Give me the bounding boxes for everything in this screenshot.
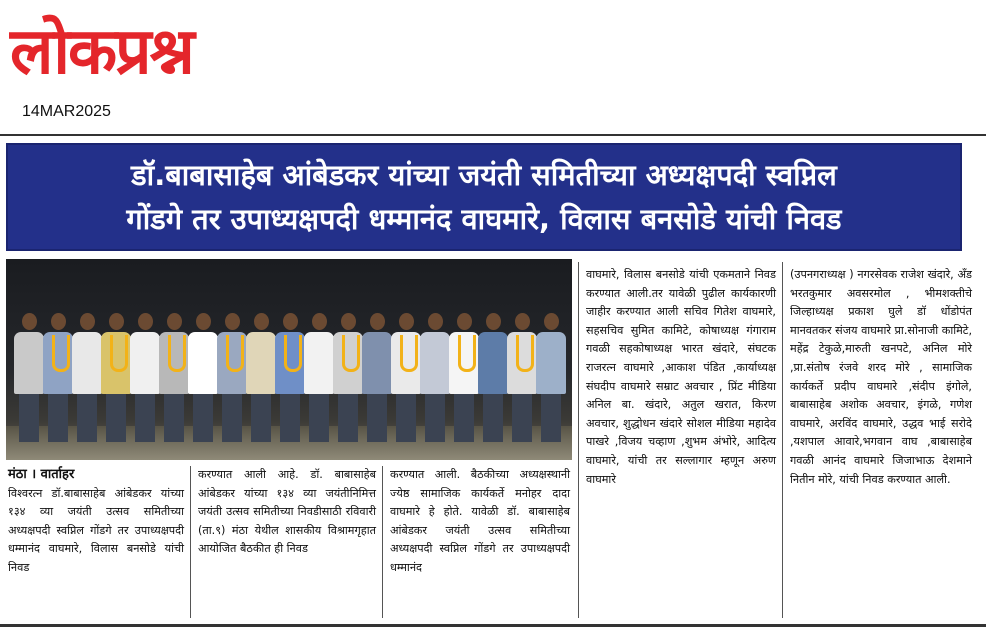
photo-person bbox=[420, 313, 450, 442]
article-col4-text: वाघमारे, विलास बनसोडे यांची एकमताने निवड करण्यात आली.तर यावेळी पुढील कार्यकारणी जाहीर करण्यात आली सचिव गितेश वाघमारे, सहसचिव सुमित कामिटे, कोषाध्यक्ष गंगाराम गवळी सहकोषाध्यक्ष भारत खंदारे, संघटक राजरत्न वाघमारे ,आकाश पंडित ,कार्याध्यक्ष संघदीप वाघमारे सम्राट अवचार , प्रिंट मीडिया अनिल बा. खंदारे, अतुल खरात, किरण अवचार, शुद्धोधन खंदारे सोशल मीडिया महादेव पाखरे ,विजय चव्हाण ,शुभम अंभोरे, आदित्य वाघमारे, यांची तर सल्लागार म्हणून अरुण वाघमारे bbox=[586, 268, 776, 486]
article-col1-text: विश्वरत्न डॉ.बाबासाहेब आंबेडकर यांच्या १३४ व्या जयंती उत्सव समितीच्या अध्यक्षपदी स्वप्निल गोंडगे तर उपाध्यक्षपदी धम्मानंद वाघमारे, विलास बनसोडे यांची निवड bbox=[8, 486, 184, 574]
photo-person bbox=[72, 313, 102, 442]
bottom-divider bbox=[0, 624, 986, 627]
article-col5-text: (उपनगराध्यक्ष ) नगरसेवक राजेश खंदारे, अँड भरतकुमार अवसरमोल , भीमशक्तीचे जिल्हाध्यक्ष प्रकाश घुले डॉ धोंडोपंत मानवतकर संजय वाघमारे प्रा.सोनाजी कामिटे, महेंद्र टेकुळे,मारुती खनपटे, अनिल मोरे ,प्रा.संतोष रंजवे शरद मोरे , सामाजिक कार्यकर्ते प्रदीप वाघमारे ,संदीप इंगोले, बाबासाहेब अशोक अवचार, इंगळे, गणेश वाघमारे, अरविंद वाघमारे, उद्धव भाई सरोदे ,यशपाल आवारे,भगवान वाघ ,बाबासाहेब गवळी आनंद वाघमारे जिजाभाऊ देशमाने नितीन मोरे, यांची निवड करण्यात आली. bbox=[790, 268, 972, 486]
headline-line-2: गोंडगे तर उपाध्यक्षपदी धम्मानंद वाघमारे, विलास बनसोडे यांची निवड bbox=[126, 202, 842, 236]
photo-person bbox=[478, 313, 508, 442]
photo-person bbox=[275, 313, 305, 442]
column-divider bbox=[578, 262, 579, 618]
article-byline: मंठा । वार्ताहर bbox=[8, 467, 75, 482]
article-column-3 bbox=[390, 466, 570, 578]
photo-person bbox=[449, 313, 479, 442]
column-divider bbox=[782, 262, 783, 618]
article-column-1 bbox=[8, 466, 184, 578]
publication-date: 14MAR2025 bbox=[22, 103, 111, 120]
photo-person bbox=[14, 313, 44, 442]
photo-person bbox=[304, 313, 334, 442]
photo-person bbox=[43, 313, 73, 442]
photo-person bbox=[130, 313, 160, 442]
article-column-2 bbox=[198, 466, 376, 559]
masthead-logo bbox=[10, 4, 290, 100]
article-col2-text: करण्यात आली आहे. डॉ. बाबासाहेब आंबेडकर यांच्या १३४ व्या जयंतीनिमित्त जयंती उत्सव समितीच्या निवडीसाठी रविवारी (ता.९) मंठा येथील शासकीय विश्रामगृहात आयोजित बैठकीत ही निवड bbox=[198, 468, 376, 556]
top-divider bbox=[0, 134, 986, 136]
photo-person bbox=[362, 313, 392, 442]
article-column-5 bbox=[790, 266, 972, 489]
photo-person bbox=[101, 313, 131, 442]
column-divider bbox=[382, 466, 383, 618]
photo-person bbox=[391, 313, 421, 442]
photo-person bbox=[217, 313, 247, 442]
photo-person bbox=[246, 313, 276, 442]
headline-line-1: डॉ.बाबासाहेब आंबेडकर यांच्या जयंती समितीच्या अध्यक्षपदी स्वप्निल bbox=[131, 158, 837, 192]
article-col3-text: करण्यात आली. बैठकीच्या अध्यक्षस्थानी ज्येष्ठ सामाजिक कार्यकर्ते मनोहर दादा वाघमारे हे होते. यावेळी डॉ. बाबासाहेब आंबेडकर जयंती उत्सव समितीच्या अध्यक्षपदी स्वप्निल गोंडगे तर उपाध्यक्षपदी धम्मानंद bbox=[390, 468, 570, 574]
photo-person bbox=[333, 313, 363, 442]
article-column-4 bbox=[586, 266, 776, 489]
group-photo bbox=[6, 259, 572, 460]
photo-person bbox=[507, 313, 537, 442]
photo-person bbox=[536, 313, 566, 442]
photo-person bbox=[159, 313, 189, 442]
logo-text: लोकप्रश्न bbox=[10, 14, 193, 89]
column-divider bbox=[190, 466, 191, 618]
photo-person bbox=[188, 313, 218, 442]
headline-banner bbox=[6, 143, 962, 251]
